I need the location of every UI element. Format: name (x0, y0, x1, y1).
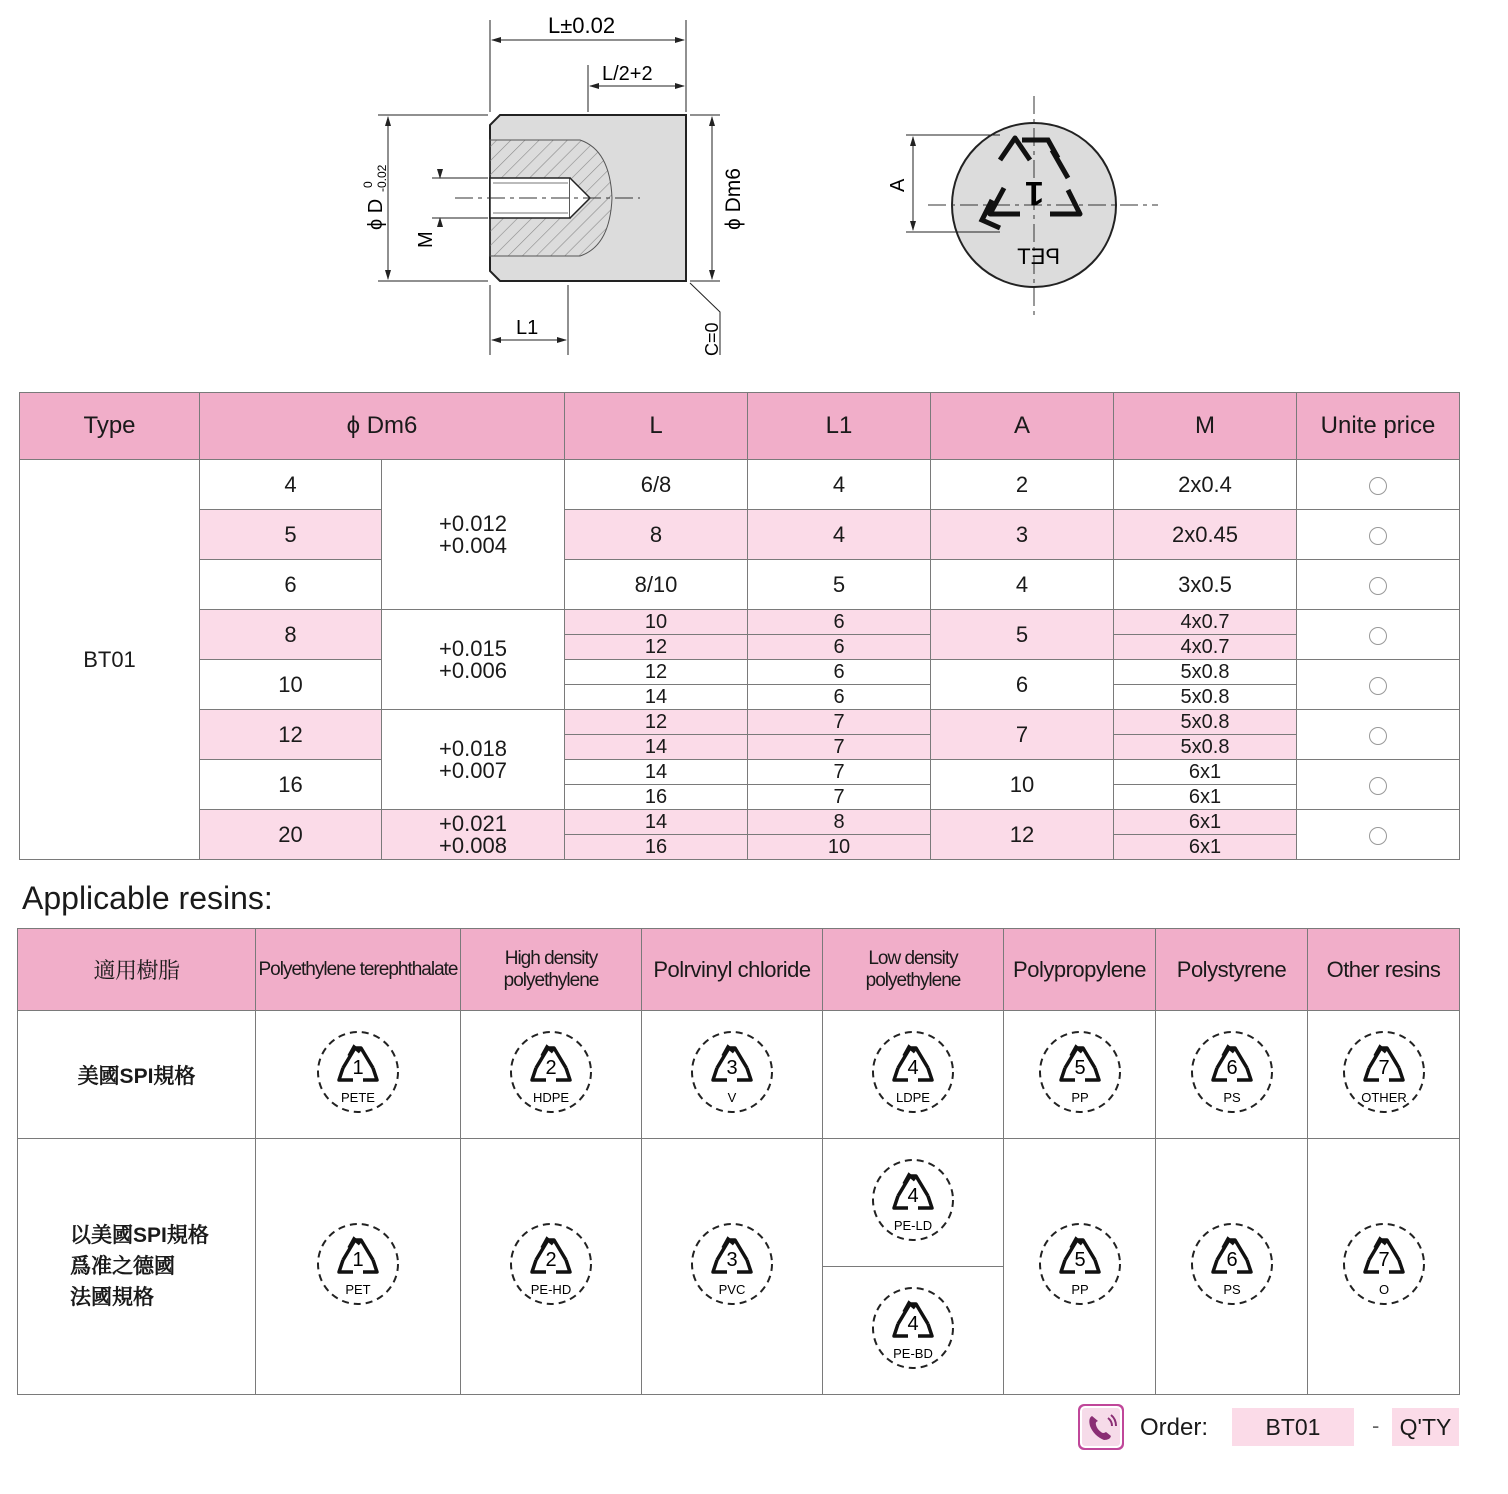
dim-Dm6: ϕ Dm6 (722, 168, 745, 230)
recycle-number: 5 (1073, 1056, 1086, 1079)
resin-symbol-cell (1308, 1139, 1460, 1395)
M-cell: 2x0.45 (1114, 510, 1297, 560)
L1-cell: 4 (748, 460, 931, 510)
L-cell: 14 (565, 735, 748, 760)
dm6-cell: 5 (200, 510, 382, 560)
L1-cell: 10 (748, 835, 931, 860)
table-row (20, 710, 1460, 735)
recycle-number: 7 (1377, 1248, 1390, 1271)
M-cell: 5x0.8 (1114, 710, 1297, 735)
resin-header-label: 適用樹脂 (18, 929, 256, 1011)
recycle-symbol-icon (687, 1030, 777, 1120)
resin-col-other: Other resins (1308, 929, 1460, 1011)
price-radio[interactable] (1297, 460, 1460, 510)
resin-symbol-cell (642, 1139, 823, 1395)
A-cell: 12 (931, 810, 1114, 860)
L-cell: 16 (565, 785, 748, 810)
M-cell: 2x0.4 (1114, 460, 1297, 510)
M-cell: 5x0.8 (1114, 660, 1297, 685)
resin-symbol-cell (823, 1011, 1004, 1139)
resin-symbol-cell (461, 1011, 642, 1139)
recycle-label: PE-LD (893, 1217, 933, 1233)
header-L: L (565, 393, 748, 460)
resin-col-pp: Polypropylene (1004, 929, 1156, 1011)
L-cell: 12 (565, 660, 748, 685)
A-cell: 3 (931, 510, 1114, 560)
dm6-cell: 20 (200, 810, 382, 860)
phone-icon (1078, 1404, 1124, 1450)
recycle-number: 4 (907, 1184, 919, 1207)
price-radio[interactable] (1297, 560, 1460, 610)
spec-table (19, 392, 1460, 860)
resin-symbol-cell (642, 1011, 823, 1139)
resin-row-spi-label: 美國SPI規格 (18, 1011, 256, 1139)
recycle-number: 3 (726, 1248, 738, 1271)
recycle-number: 2 (545, 1248, 557, 1271)
recycle-symbol-icon (868, 1158, 958, 1248)
header-M: M (1114, 393, 1297, 460)
header-A: A (931, 393, 1114, 460)
type-cell: BT01 (20, 460, 200, 860)
resin-symbol-cell (823, 1267, 1004, 1395)
L1-cell: 7 (748, 760, 931, 785)
resin-col-ps: Polystyrene (1156, 929, 1308, 1011)
recycle-number: 1 (352, 1056, 364, 1079)
table-row (20, 610, 1460, 635)
A-cell: 4 (931, 560, 1114, 610)
resins-title: Applicable resins: (22, 880, 273, 916)
L1-cell: 6 (748, 635, 931, 660)
resin-table (17, 928, 1460, 1395)
resin-col-ldpe: Low density polyethylene (823, 929, 1004, 1011)
L-cell: 14 (565, 810, 748, 835)
dm6-cell: 12 (200, 710, 382, 760)
tolerance-cell: +0.018 +0.007 (382, 710, 565, 810)
recycle-number: 6 (1225, 1248, 1238, 1271)
recycle-label: PS (1222, 1089, 1241, 1105)
recycle-symbol-icon (506, 1222, 596, 1312)
L1-cell: 8 (748, 810, 931, 835)
L1-cell: 7 (748, 735, 931, 760)
recycle-label: PS (1222, 1281, 1241, 1297)
end-view-number: 1 (1025, 174, 1044, 212)
recycle-label: OTHER (1360, 1089, 1407, 1105)
header-L1: L1 (748, 393, 931, 460)
L-cell: 16 (565, 835, 748, 860)
recycle-label: PP (1070, 1281, 1089, 1297)
A-cell: 6 (931, 660, 1114, 710)
dm6-cell: 4 (200, 460, 382, 510)
price-radio[interactable] (1297, 510, 1460, 560)
dm6-cell: 8 (200, 610, 382, 660)
recycle-symbol-icon (506, 1030, 596, 1120)
side-view (455, 115, 686, 281)
M-cell: 5x0.8 (1114, 685, 1297, 710)
M-cell: 6x1 (1114, 835, 1297, 860)
recycle-label: PE-HD (530, 1281, 572, 1297)
recycle-symbol-icon (1035, 1030, 1125, 1120)
recycle-number: 4 (907, 1312, 919, 1335)
resin-symbol-cell (1004, 1139, 1156, 1395)
order-qty-field[interactable]: Q'TY (1392, 1408, 1459, 1446)
dim-D-tol-upper: 0 (361, 181, 375, 188)
price-radio[interactable] (1297, 810, 1460, 860)
L1-cell: 7 (748, 785, 931, 810)
dim-D-tol-lower: -0.02 (375, 164, 389, 192)
recycle-symbol-icon (687, 1222, 777, 1312)
recycle-number: 7 (1377, 1056, 1390, 1079)
order-separator: - (1372, 1413, 1380, 1438)
L-cell: 14 (565, 685, 748, 710)
recycle-symbol-icon (1339, 1030, 1429, 1120)
L1-cell: 6 (748, 660, 931, 685)
dim-D: ϕ D (365, 198, 387, 230)
resin-symbol-cell (1308, 1011, 1460, 1139)
resin-row-din-label: 以美國SPI規格 爲准之德國 法國規格 (18, 1139, 256, 1395)
recycle-number: 1 (352, 1248, 364, 1271)
price-radio[interactable] (1297, 660, 1460, 710)
L1-cell: 4 (748, 510, 931, 560)
recycle-symbol-icon (1187, 1222, 1277, 1312)
recycle-label: O (1378, 1281, 1389, 1297)
L1-cell: 6 (748, 685, 931, 710)
M-cell: 3x0.5 (1114, 560, 1297, 610)
table-row (20, 810, 1460, 835)
recycle-label: PVC (718, 1281, 746, 1297)
resin-symbol-cell (823, 1139, 1004, 1267)
resin-col-pet: Polyethylene terephthalate (256, 929, 461, 1011)
L-cell: 14 (565, 760, 748, 785)
recycle-symbol-icon (1339, 1222, 1429, 1312)
price-radio[interactable] (1297, 610, 1460, 660)
M-cell: 5x0.8 (1114, 735, 1297, 760)
dim-L2: L/2+2 (602, 63, 653, 85)
header-dm6: ϕ Dm6 (200, 393, 565, 460)
L-cell: 10 (565, 610, 748, 635)
tolerance-cell: +0.012 +0.004 (382, 460, 565, 610)
dm6-cell: 6 (200, 560, 382, 610)
M-cell: 6x1 (1114, 785, 1297, 810)
A-cell: 7 (931, 710, 1114, 760)
recycle-label: PE-BD (893, 1345, 933, 1361)
dim-L1: L1 (516, 317, 539, 339)
L1-cell: 5 (748, 560, 931, 610)
L-cell: 12 (565, 635, 748, 660)
L1-cell: 6 (748, 610, 931, 635)
tolerance-cell: +0.021 +0.008 (382, 810, 565, 860)
recycle-number: 3 (726, 1056, 738, 1079)
M-cell: 6x1 (1114, 810, 1297, 835)
recycle-symbol-icon (868, 1286, 958, 1376)
end-view-text: PET (1017, 244, 1060, 269)
M-cell: 4x0.7 (1114, 610, 1297, 635)
recycle-label: LDPE (896, 1089, 930, 1105)
technical-drawing (0, 0, 1508, 380)
recycle-symbol-icon (1187, 1030, 1277, 1120)
resin-col-hdpe: High density polyethylene (461, 929, 642, 1011)
price-radio[interactable] (1297, 760, 1460, 810)
order-label: Order: (1140, 1414, 1209, 1441)
recycle-number: 5 (1073, 1248, 1086, 1271)
header-unit-price: Unite price (1297, 393, 1460, 460)
recycle-label: HDPE (532, 1089, 570, 1105)
L-cell: 6/8 (565, 460, 748, 510)
A-cell: 10 (931, 760, 1114, 810)
dim-C: C=0 (702, 322, 722, 356)
recycle-label: PETE (341, 1089, 375, 1105)
dm6-cell: 10 (200, 660, 382, 710)
resin-symbol-cell (1004, 1011, 1156, 1139)
resin-symbol-cell (461, 1139, 642, 1395)
recycle-number: 6 (1225, 1056, 1238, 1079)
price-radio[interactable] (1297, 710, 1460, 760)
end-view (928, 96, 1158, 320)
header-type: Type (20, 393, 200, 460)
L-cell: 8 (565, 510, 748, 560)
dim-A: A (887, 178, 909, 192)
table-row (20, 660, 1460, 685)
resin-symbol-cell (256, 1139, 461, 1395)
recycle-label: V (727, 1089, 737, 1105)
resin-symbol-cell (1156, 1011, 1308, 1139)
A-cell: 2 (931, 460, 1114, 510)
dm6-cell: 16 (200, 760, 382, 810)
dim-L: L±0.02 (548, 13, 616, 38)
resin-symbol-cell (1156, 1139, 1308, 1395)
tolerance-cell: +0.015 +0.006 (382, 610, 565, 710)
M-cell: 4x0.7 (1114, 635, 1297, 660)
L-cell: 12 (565, 710, 748, 735)
L-cell: 8/10 (565, 560, 748, 610)
resin-col-pvc: Polrvinyl chloride (642, 929, 823, 1011)
A-cell: 5 (931, 610, 1114, 660)
order-type-field[interactable]: BT01 (1232, 1408, 1354, 1446)
dim-M: M (415, 231, 437, 248)
recycle-symbol-icon (868, 1030, 958, 1120)
resin-symbol-cell (256, 1011, 461, 1139)
recycle-symbol-icon (313, 1222, 403, 1312)
recycle-label: PET (345, 1281, 371, 1297)
recycle-symbol-icon (1035, 1222, 1125, 1312)
table-row (20, 760, 1460, 785)
recycle-number: 2 (545, 1056, 557, 1079)
recycle-label: PP (1070, 1089, 1089, 1105)
M-cell: 6x1 (1114, 760, 1297, 785)
recycle-symbol-icon (313, 1030, 403, 1120)
L1-cell: 7 (748, 710, 931, 735)
recycle-number: 4 (907, 1056, 919, 1079)
